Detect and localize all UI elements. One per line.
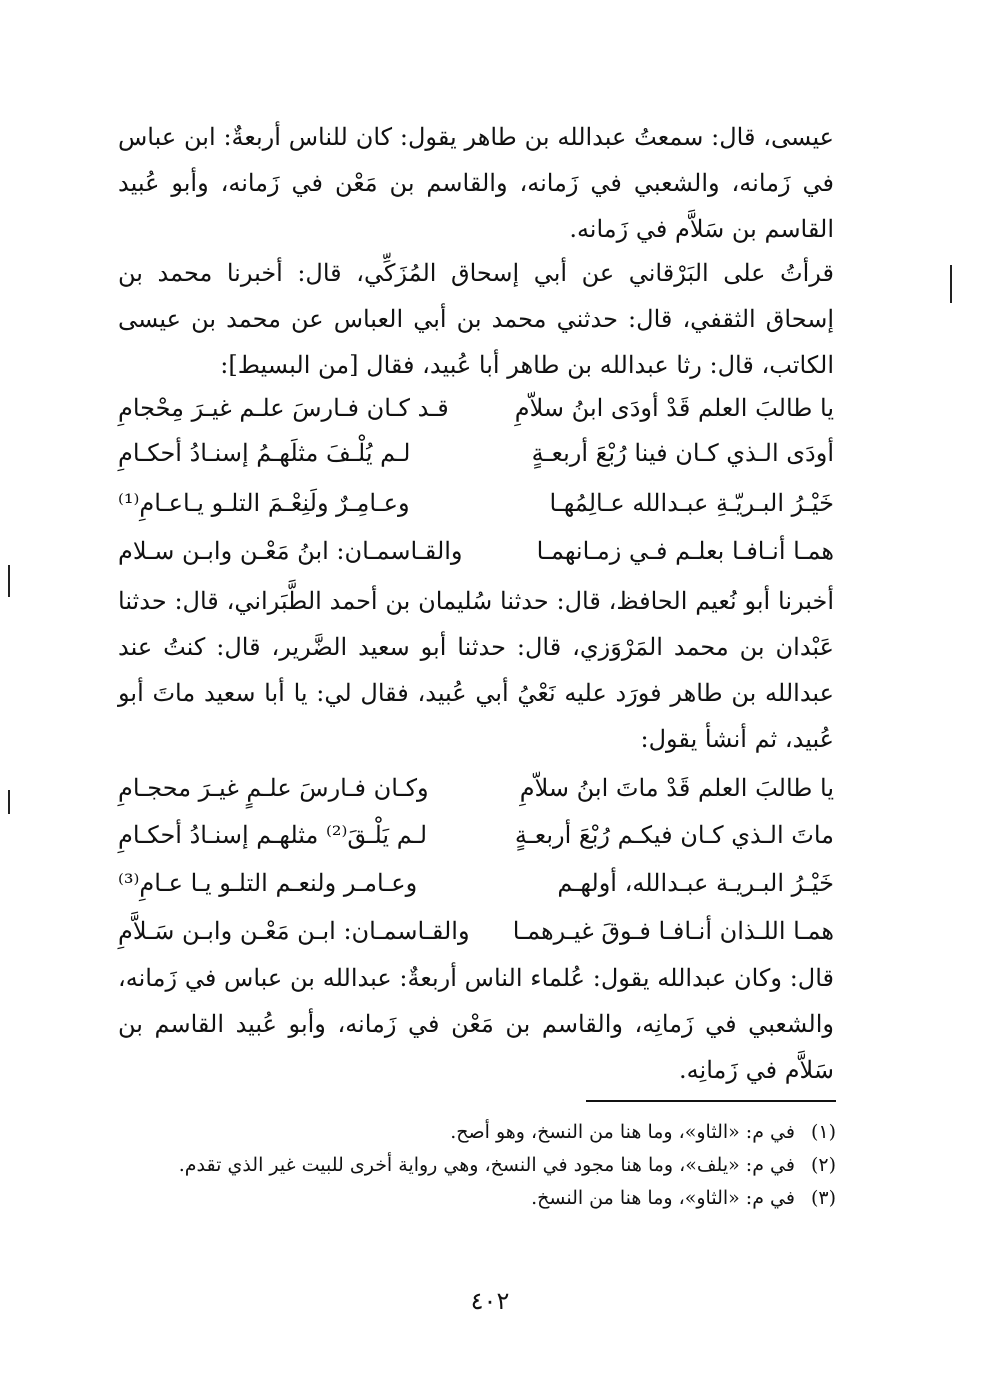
verse [118,765,834,811]
footnote-number: (٢) [810,1154,836,1176]
verse-second-hemistich: لـم يَلْـقَ⁽²⁾ مثلهـم إسنـادُ أحكـامِ [118,821,428,849]
footnote-text: في م: «الثاو»، وما هنا من النسخ، وهو أصح. [450,1121,795,1143]
paragraph-1: عيسى، قال: سمعتُ عبدالله بن طاهر يقول: كان للناس أربعةٌ: ابن عباس في زَمانه، والشعبي في زَمانه، والقاسم بن مَعْن في زَمانه، وأبو عُبيد القاسم بن سَلاَّم في زَمانه. [118,123,834,243]
paragraph-3: أخبرنا أبو نُعيم الحافظ، قال: حدثنا سُليمان بن أحمد الطَّبَراني، قال: حدثنا عَبْدان بن محمد المَرْوَزي، قال: حدثنا أبو سعيد الضَّرير، قال: كنتُ عند عبدالله بن طاهر فورَد عليه نَعْيُ أبي عُبيد، فقال لي: يا أبا سعيد ماتَ أبو عُبيد، ثم أنشأ يقول: [118,587,834,753]
footnote-text: في م: «الثاو»، وما هنا من النسخ. [531,1187,795,1209]
verse-first-hemistich: همـا أنـافـا بعلـم فـي زمـانهمـا [536,537,834,565]
footnote-separator [586,1100,836,1102]
verse-second-hemistich: والقـاسمـان: ابـن مَعْـن وابـن سَـلاَّمِ [118,917,470,945]
footnote [150,1148,836,1182]
verse-first-hemistich: خَيْـرُ البـريّـةِ عبـدالله عـالِمُهـا [549,489,834,517]
verse-second-hemistich: لـم يُلْـفَ مثلَهـمُ إسنـادُ أحكـامِ [118,439,411,467]
scan-margin-mark [8,565,10,597]
verse [118,528,834,574]
page-number: ٤٠٢ [470,1287,510,1315]
verse-first-hemistich: خَيْـرُ البـريـة عبـدالله، أولهـم [557,869,834,897]
verse [118,812,834,858]
verse-second-hemistich: وعـامـر ولنعـم التلـو يـا عـامِ⁽³⁾ [118,869,418,897]
paragraph-2: قرأتُ على البَرْقاني عن أبي إسحاق المُزَكِّي، قال: أخبرنا محمد بن إسحاق الثقفي، قال: حدثني محمد بن أبي العباس عن محمد بن عيسى الكاتب، قال: رثا عبدالله بن طاهر أبا عُبيد، فقال [من البسيط]: [118,259,834,379]
verse-second-hemistich: وكـان فـارسَ علـمٍ غيـرَ محجـامِ [118,774,429,802]
verse-first-hemistich: همـا اللـذان أنـافـا فـوقَ غيـرهمـا [512,917,834,945]
footnote-number: (٣) [810,1187,836,1209]
footnote-number: (١) [810,1121,836,1143]
paragraph-4: قال: وكان عبدالله يقول: عُلماء الناس أربعةٌ: عبدالله بن عباس في زَمانه، والشعبي في زَمانِه، والقاسم بن مَعْن في زَمانه، وأبو عُبيد القاسم بن سَلاَّم في زَمانِه. [118,964,835,1084]
verse-first-hemistich: يا طالبَ العلم قَدْ ماتَ ابنُ سلاّمِ [519,774,834,802]
verse [118,480,834,526]
verse-first-hemistich: ماتَ الـذي كـان فيكـم رُبْعَ أربعـةٍ [514,821,834,849]
footnote [150,1181,836,1215]
verse [118,385,834,431]
scan-margin-mark [950,265,952,303]
scan-margin-mark [8,790,10,814]
verse-first-hemistich: يا طالبَ العلم قَدْ أودَى ابنُ سلاّمِ [514,394,834,422]
verse [118,430,834,476]
verse-first-hemistich: أودَى الـذي كـان فينا رُبْعَ أربعـةٍ [531,439,834,467]
verse [118,860,834,906]
verse-second-hemistich: قـد كـان فـارسَ علـم غيـرَ مِحْجامِ [118,394,449,422]
verse-second-hemistich: وعـامِـرٌ ولَنِعْـمَ التلـو يـاعـامِ⁽¹⁾ [118,489,410,517]
verse [118,908,834,954]
verse-second-hemistich: والقـاسمـان: ابنُ مَعْـن وابـن سـلام [118,537,463,565]
footnote-text: في م: «يلف»، وما هنا مجود في النسخ، وهي رواية أخرى للبيت غير الذي تقدم. [178,1154,795,1176]
footnote [150,1115,836,1149]
